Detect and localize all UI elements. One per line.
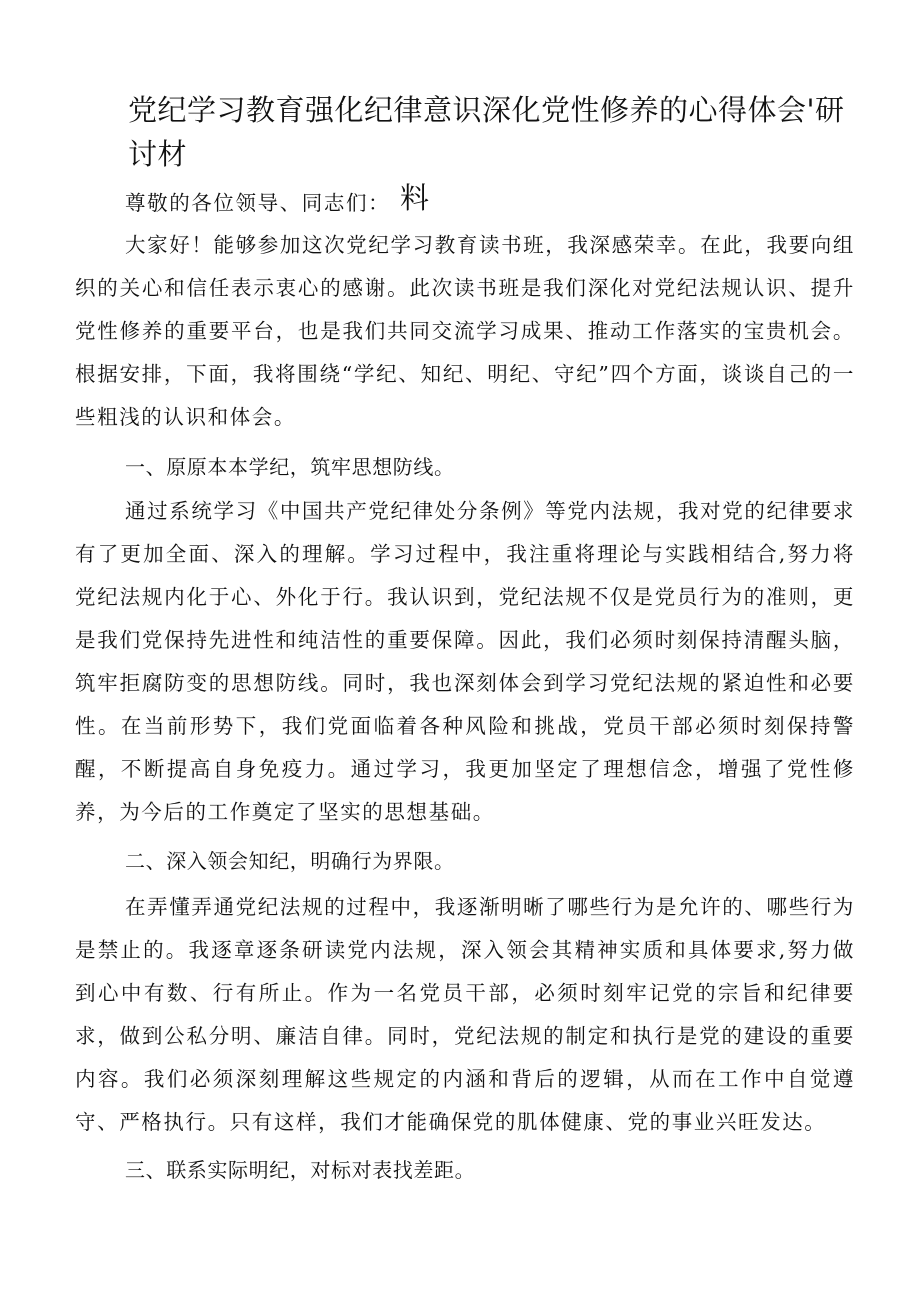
title-line-1: 党纪学习教育强化纪律意识深化党性修养的心得体会'研讨材 bbox=[128, 93, 845, 171]
section-heading-2: 二、深入领会知纪，明确行为界限。 bbox=[125, 849, 455, 873]
intro-paragraph: 大家好！能够参加这次党纪学习教育读书班，我深感荣幸。在此，我要向组织的关心和信任表示衷心的感谢。此次读书班是我们深化对党纪法规认识、提升党性修养的重要平台，也是我们共同交流学习成果、推动工作落实的宝贵机会。根据安排，下面，我将围绕“学纪、知纪、明纪、守纪”四个方面，谈谈自己的一些粗浅的认识和体会。 bbox=[75, 233, 855, 429]
section-body-2: 在弄懂弄通党纪法规的过程中，我逐渐明晰了哪些行为是允许的、哪些行为是禁止的。我逐章逐条研读党内法规，深入领会其精神实质和具体要求,努力做到心中有数、行有所止。作为一名党员干部，必须时刻牢记党的宗旨和纪律要求，做到公私分明、廉洁自律。同时，党纪法规的制定和执行是党的建设的重要内容。我们必须深刻理解这些规定的内涵和背后的逻辑，从而在工作中自觉遵守、严格执行。只有这样，我们才能确保党的肌体健康、党的事业兴旺发达。 bbox=[75, 895, 855, 1134]
greeting: 尊敬的各位领导、同志们： bbox=[125, 191, 391, 215]
section-heading-3: 三、联系实际明纪，对标对表找差距。 bbox=[125, 1158, 476, 1182]
section-heading-1: 一、原原本本学纪，筑牢思想防线。 bbox=[125, 455, 455, 479]
section-body-1: 通过系统学习《中国共产党纪律处分条例》等党内法规，我对党的纪律要求有了更加全面、深入的理解。学习过程中，我注重将理论与实践相结合,努力将党纪法规内化于心、外化于行。我认识到，党纪法规不仅是党员行为的准则，更是我们党保持先进性和纯洁性的重要保障。因此，我们必须时刻保持清醒头脑，筑牢拒腐防变的思想防线。同时，我也深刻体会到学习党纪法规的紧迫性和必要性。在当前形势下，我们党面临着各种风险和挑战，党员干部必须时刻保持警醒，不断提高自身免疫力。通过学习，我更加坚定了理想信念，增强了党性修养，为今后的工作奠定了坚实的思想基础。 bbox=[75, 499, 855, 824]
title-line-2: 料 bbox=[400, 181, 430, 215]
